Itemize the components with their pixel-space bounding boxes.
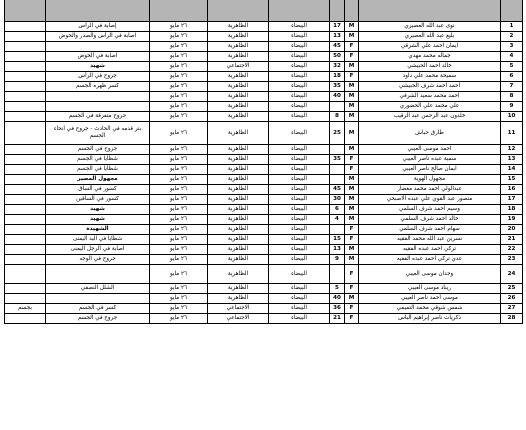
gender-cell: M bbox=[345, 205, 359, 215]
extra-note-cell bbox=[5, 235, 46, 245]
district-cell: الظاهرية bbox=[208, 102, 269, 112]
header-cell bbox=[5, 0, 46, 22]
table-row bbox=[5, 294, 523, 304]
district-cell: الظاهرية bbox=[208, 195, 269, 205]
district-cell: الظاهرية bbox=[208, 225, 269, 235]
status-cell: اصابة في الرأس والصدر والحوض bbox=[46, 32, 150, 42]
extra-note-cell bbox=[5, 122, 46, 145]
date-cell: ٢٦ مايو bbox=[150, 195, 208, 205]
gender-cell: F bbox=[345, 52, 359, 62]
date-cell: ٢٦ مايو bbox=[150, 265, 208, 284]
extra-note-cell bbox=[5, 72, 46, 82]
extra-note-cell: بجسم bbox=[5, 304, 46, 314]
row-number-cell: 20 bbox=[501, 225, 523, 235]
person-name-cell: خالد احمد شرف السلمي bbox=[359, 215, 501, 225]
gender-cell: F bbox=[345, 265, 359, 284]
person-name-cell: وجدان موسى العيبي bbox=[359, 265, 501, 284]
status-cell: شظايا في الجسم bbox=[46, 155, 150, 165]
row-number-cell: 1 bbox=[501, 22, 523, 32]
header-cell bbox=[359, 0, 501, 22]
district-cell: الظاهرية bbox=[208, 265, 269, 284]
date-cell: ٢٦ مايو bbox=[150, 245, 208, 255]
status-cell: كسر ظهره الجسم bbox=[46, 82, 150, 92]
governorate-cell: البيضاء bbox=[269, 155, 330, 165]
person-name-cell: شمس شوقي محمد التميمي bbox=[359, 304, 501, 314]
status-cell: الشهيدة bbox=[46, 225, 150, 235]
district-cell: الظاهرية bbox=[208, 72, 269, 82]
status-cell: الشلل النصفي bbox=[46, 284, 150, 294]
status-cell: جروح في الرأس bbox=[46, 72, 150, 82]
age-cell: 6 bbox=[330, 205, 345, 215]
header-cell bbox=[208, 0, 269, 22]
table-row bbox=[5, 314, 523, 324]
district-cell: الظاهرية bbox=[208, 122, 269, 145]
extra-note-cell bbox=[5, 82, 46, 92]
gender-cell: F bbox=[345, 165, 359, 175]
extra-note-cell bbox=[5, 205, 46, 215]
date-cell: ٢٦ مايو bbox=[150, 82, 208, 92]
person-name-cell: عبدالولي احمد محمد مغضار bbox=[359, 185, 501, 195]
table-row bbox=[5, 155, 523, 165]
extra-note-cell bbox=[5, 155, 46, 165]
age-cell: 36 bbox=[330, 304, 345, 314]
row-number-cell: 10 bbox=[501, 112, 523, 122]
person-name-cell: طارق حباش bbox=[359, 122, 501, 145]
row-number-cell: 8 bbox=[501, 92, 523, 102]
governorate-cell: البيضاء bbox=[269, 32, 330, 42]
date-cell: ٢٦ مايو bbox=[150, 175, 208, 185]
age-cell bbox=[330, 225, 345, 235]
district-cell: الظاهرية bbox=[208, 284, 269, 294]
person-name-cell: احمد موسى العيبي bbox=[359, 145, 501, 155]
person-name-cell: مجهول الهوية bbox=[359, 175, 501, 185]
gender-cell: F bbox=[345, 72, 359, 82]
governorate-cell: البيضاء bbox=[269, 112, 330, 122]
row-number-cell: 15 bbox=[501, 175, 523, 185]
governorate-cell: البيضاء bbox=[269, 284, 330, 294]
status-cell: كسر في الجسم bbox=[46, 304, 150, 314]
table-row bbox=[5, 235, 523, 245]
table-body bbox=[5, 22, 523, 324]
date-cell: ٢٦ مايو bbox=[150, 32, 208, 42]
header-cell bbox=[345, 0, 359, 22]
governorate-cell: البيضاء bbox=[269, 225, 330, 235]
header-cell bbox=[330, 0, 345, 22]
age-cell: 17 bbox=[330, 22, 345, 32]
district-cell: الظاهرية bbox=[208, 22, 269, 32]
gender-cell: M bbox=[345, 195, 359, 205]
row-number-cell: 27 bbox=[501, 304, 523, 314]
governorate-cell: البيضاء bbox=[269, 314, 330, 324]
person-name-cell: خالد احمد الحبيشي bbox=[359, 62, 501, 72]
gender-cell: M bbox=[345, 255, 359, 265]
extra-note-cell bbox=[5, 225, 46, 235]
governorate-cell: البيضاء bbox=[269, 72, 330, 82]
age-cell bbox=[330, 165, 345, 175]
governorate-cell: البيضاء bbox=[269, 122, 330, 145]
age-cell: 13 bbox=[330, 245, 345, 255]
governorate-cell: البيضاء bbox=[269, 215, 330, 225]
row-number-cell: 13 bbox=[501, 155, 523, 165]
person-name-cell: تركي احمد عبده الفقيه bbox=[359, 245, 501, 255]
status-cell: بتر قدمه في الحادث - جروح في انحاء الجسم bbox=[46, 122, 150, 145]
status-cell: شظايا في الجسم bbox=[46, 165, 150, 175]
row-number-cell: 17 bbox=[501, 195, 523, 205]
gender-cell: M bbox=[345, 32, 359, 42]
date-cell: ٢٦ مايو bbox=[150, 215, 208, 225]
gender-cell: M bbox=[345, 245, 359, 255]
status-cell bbox=[46, 42, 150, 52]
district-cell: الظاهرية bbox=[208, 175, 269, 185]
governorate-cell: البيضاء bbox=[269, 235, 330, 245]
table-row bbox=[5, 304, 523, 314]
row-number-cell: 19 bbox=[501, 215, 523, 225]
table-row bbox=[5, 215, 523, 225]
row-number-cell: 23 bbox=[501, 255, 523, 265]
person-name-cell: بليغ عبد الله العصيري bbox=[359, 32, 501, 42]
date-cell: ٢٦ مايو bbox=[150, 62, 208, 72]
gender-cell: F bbox=[345, 304, 359, 314]
extra-note-cell bbox=[5, 22, 46, 32]
row-number-cell: 16 bbox=[501, 185, 523, 195]
date-cell: ٢٦ مايو bbox=[150, 255, 208, 265]
header-row bbox=[5, 0, 523, 22]
age-cell: 45 bbox=[330, 185, 345, 195]
row-number-cell: 12 bbox=[501, 145, 523, 155]
table-row bbox=[5, 112, 523, 122]
status-cell: جروح في الجسم bbox=[46, 145, 150, 155]
gender-cell: M bbox=[345, 185, 359, 195]
governorate-cell: البيضاء bbox=[269, 62, 330, 72]
gender-cell: M bbox=[345, 82, 359, 92]
governorate-cell: البيضاء bbox=[269, 145, 330, 155]
status-cell: جروح في الوجه bbox=[46, 255, 150, 265]
header-cell bbox=[269, 0, 330, 22]
date-cell: ٢٦ مايو bbox=[150, 145, 208, 155]
gender-cell: M bbox=[345, 175, 359, 185]
date-cell: ٢٦ مايو bbox=[150, 112, 208, 122]
extra-note-cell bbox=[5, 294, 46, 304]
row-number-cell: 2 bbox=[501, 32, 523, 42]
district-cell: الظاهرية bbox=[208, 92, 269, 102]
gender-cell: M bbox=[345, 92, 359, 102]
row-number-cell: 4 bbox=[501, 52, 523, 62]
age-cell: 25 bbox=[330, 122, 345, 145]
date-cell: ٢٦ مايو bbox=[150, 42, 208, 52]
gender-cell: M bbox=[345, 122, 359, 145]
age-cell: 40 bbox=[330, 92, 345, 102]
district-cell: الظاهرية bbox=[208, 235, 269, 245]
status-cell: اصابة في الرجل اليمنى bbox=[46, 245, 150, 255]
district-cell: الاجتماعي bbox=[208, 62, 269, 72]
table-row bbox=[5, 122, 523, 145]
date-cell: ٢٦ مايو bbox=[150, 122, 208, 145]
status-cell: شهيد bbox=[46, 215, 150, 225]
table-row bbox=[5, 185, 523, 195]
table-row bbox=[5, 225, 523, 235]
person-name-cell: ايمان صالح ناصر العيبي bbox=[359, 165, 501, 175]
person-name-cell: ريناد موسى العيبي bbox=[359, 284, 501, 294]
extra-note-cell bbox=[5, 255, 46, 265]
header-cell bbox=[46, 0, 150, 22]
district-cell: الظاهرية bbox=[208, 185, 269, 195]
governorate-cell: البيضاء bbox=[269, 92, 330, 102]
district-cell: الظاهرية bbox=[208, 112, 269, 122]
table-row bbox=[5, 284, 523, 294]
governorate-cell: البيضاء bbox=[269, 185, 330, 195]
table-row bbox=[5, 165, 523, 175]
row-number-cell: 28 bbox=[501, 314, 523, 324]
date-cell: ٢٦ مايو bbox=[150, 314, 208, 324]
person-name-cell: خلدون عبد الرحمن عبد الرقيب bbox=[359, 112, 501, 122]
governorate-cell: البيضاء bbox=[269, 294, 330, 304]
governorate-cell: البيضاء bbox=[269, 175, 330, 185]
district-cell: الاجتماعي bbox=[208, 314, 269, 324]
date-cell: ٢٦ مايو bbox=[150, 165, 208, 175]
age-cell: 21 bbox=[330, 314, 345, 324]
date-cell: ٢٦ مايو bbox=[150, 185, 208, 195]
age-cell bbox=[330, 145, 345, 155]
extra-note-cell bbox=[5, 32, 46, 42]
extra-note-cell bbox=[5, 112, 46, 122]
district-cell: الظاهرية bbox=[208, 255, 269, 265]
extra-note-cell bbox=[5, 145, 46, 155]
district-cell: الظاهرية bbox=[208, 294, 269, 304]
age-cell bbox=[330, 102, 345, 112]
date-cell: ٢٦ مايو bbox=[150, 92, 208, 102]
person-name-cell: احمد احمد شرف الحبيشي bbox=[359, 82, 501, 92]
gender-cell: M bbox=[345, 294, 359, 304]
age-cell: 4 bbox=[330, 215, 345, 225]
person-name-cell: علي محمد علي الحضوري bbox=[359, 102, 501, 112]
date-cell: ٢٦ مايو bbox=[150, 52, 208, 62]
row-number-cell: 24 bbox=[501, 265, 523, 284]
age-cell bbox=[330, 265, 345, 284]
header-cell bbox=[501, 0, 523, 22]
extra-note-cell bbox=[5, 165, 46, 175]
row-number-cell: 14 bbox=[501, 165, 523, 175]
district-cell: الظاهرية bbox=[208, 145, 269, 155]
age-cell: 8 bbox=[330, 112, 345, 122]
extra-note-cell bbox=[5, 102, 46, 112]
gender-cell: M bbox=[345, 112, 359, 122]
date-cell: ٢٦ مايو bbox=[150, 304, 208, 314]
header-cell bbox=[150, 0, 208, 22]
age-cell: 50 bbox=[330, 52, 345, 62]
age-cell: 13 bbox=[330, 32, 345, 42]
age-cell: 40 bbox=[330, 294, 345, 304]
row-number-cell: 22 bbox=[501, 245, 523, 255]
age-cell: 35 bbox=[330, 155, 345, 165]
casualty-table bbox=[4, 0, 523, 324]
status-cell: اصابة في الحوض bbox=[46, 52, 150, 62]
row-number-cell: 5 bbox=[501, 62, 523, 72]
governorate-cell: البيضاء bbox=[269, 205, 330, 215]
table-row bbox=[5, 195, 523, 205]
governorate-cell: البيضاء bbox=[269, 52, 330, 62]
row-number-cell: 26 bbox=[501, 294, 523, 304]
extra-note-cell bbox=[5, 185, 46, 195]
date-cell: ٢٦ مايو bbox=[150, 155, 208, 165]
table-row bbox=[5, 52, 523, 62]
table-row bbox=[5, 92, 523, 102]
person-name-cell: نوى عبد الله العصيري bbox=[359, 22, 501, 32]
governorate-cell: البيضاء bbox=[269, 22, 330, 32]
status-cell bbox=[46, 102, 150, 112]
status-cell: مجهول المصير bbox=[46, 175, 150, 185]
extra-note-cell bbox=[5, 265, 46, 284]
person-name-cell: احمد محمد سعيد الشرقي bbox=[359, 92, 501, 102]
row-number-cell: 7 bbox=[501, 82, 523, 92]
date-cell: ٢٦ مايو bbox=[150, 22, 208, 32]
table-row bbox=[5, 205, 523, 215]
person-name-cell: عدي تركي احمد عبده الفقيه bbox=[359, 255, 501, 265]
governorate-cell: البيضاء bbox=[269, 102, 330, 112]
extra-note-cell bbox=[5, 245, 46, 255]
gender-cell: M bbox=[345, 102, 359, 112]
status-cell: جروح في الجسم bbox=[46, 314, 150, 324]
extra-note-cell bbox=[5, 175, 46, 185]
gender-cell: M bbox=[345, 62, 359, 72]
gender-cell: M bbox=[345, 22, 359, 32]
governorate-cell: البيضاء bbox=[269, 42, 330, 52]
district-cell: الاجتماعي bbox=[208, 304, 269, 314]
age-cell: 5 bbox=[330, 284, 345, 294]
governorate-cell: البيضاء bbox=[269, 304, 330, 314]
age-cell: 18 bbox=[330, 72, 345, 82]
district-cell: الظاهرية bbox=[208, 215, 269, 225]
table-row bbox=[5, 265, 523, 284]
governorate-cell: البيضاء bbox=[269, 82, 330, 92]
table-row bbox=[5, 255, 523, 265]
table-row bbox=[5, 175, 523, 185]
gender-cell: F bbox=[345, 235, 359, 245]
row-number-cell: 18 bbox=[501, 205, 523, 215]
status-cell: شهيد bbox=[46, 62, 150, 72]
age-cell: 32 bbox=[330, 62, 345, 72]
governorate-cell: البيضاء bbox=[269, 265, 330, 284]
date-cell: ٢٦ مايو bbox=[150, 235, 208, 245]
gender-cell: F bbox=[345, 225, 359, 235]
table-row bbox=[5, 22, 523, 32]
age-cell: 9 bbox=[330, 255, 345, 265]
table-row bbox=[5, 102, 523, 112]
age-cell: 45 bbox=[330, 42, 345, 52]
person-name-cell: سهام احمد شرف السلمي bbox=[359, 225, 501, 235]
row-number-cell: 6 bbox=[501, 72, 523, 82]
district-cell: الظاهرية bbox=[208, 165, 269, 175]
person-name-cell: ايمان احمد علي الشرقي bbox=[359, 42, 501, 52]
governorate-cell: البيضاء bbox=[269, 245, 330, 255]
extra-note-cell bbox=[5, 284, 46, 294]
row-number-cell: 3 bbox=[501, 42, 523, 52]
age-cell bbox=[330, 175, 345, 185]
governorate-cell: البيضاء bbox=[269, 195, 330, 205]
person-name-cell: وسيم احمد شرف السلمي bbox=[359, 205, 501, 215]
status-cell bbox=[46, 92, 150, 102]
status-cell: جروح متفرقة في الجسم bbox=[46, 112, 150, 122]
table-row bbox=[5, 72, 523, 82]
district-cell: الظاهرية bbox=[208, 205, 269, 215]
district-cell: الظاهرية bbox=[208, 155, 269, 165]
person-name-cell: سميحة محمد علي داود bbox=[359, 72, 501, 82]
status-cell: شظايا في اليد اليمنى bbox=[46, 235, 150, 245]
row-number-cell: 25 bbox=[501, 284, 523, 294]
person-name-cell: منصور عبد القوي علي عبده الاصبحي bbox=[359, 195, 501, 205]
extra-note-cell bbox=[5, 314, 46, 324]
age-cell: 30 bbox=[330, 195, 345, 205]
gender-cell: M bbox=[345, 215, 359, 225]
district-cell: الظاهرية bbox=[208, 42, 269, 52]
gender-cell: M bbox=[345, 145, 359, 155]
table-row bbox=[5, 82, 523, 92]
district-cell: الظاهرية bbox=[208, 32, 269, 42]
person-name-cell: ذكريات ناصر إبراهيم الباس bbox=[359, 314, 501, 324]
extra-note-cell bbox=[5, 195, 46, 205]
person-name-cell: سمية عبده ناصر العيبي bbox=[359, 155, 501, 165]
date-cell: ٢٦ مايو bbox=[150, 294, 208, 304]
extra-note-cell bbox=[5, 62, 46, 72]
date-cell: ٢٦ مايو bbox=[150, 102, 208, 112]
row-number-cell: 11 bbox=[501, 122, 523, 145]
row-number-cell: 9 bbox=[501, 102, 523, 112]
table-row bbox=[5, 32, 523, 42]
district-cell: الظاهرية bbox=[208, 245, 269, 255]
date-cell: ٢٦ مايو bbox=[150, 72, 208, 82]
extra-note-cell bbox=[5, 92, 46, 102]
person-name-cell: جماله محمد مهدي bbox=[359, 52, 501, 62]
extra-note-cell bbox=[5, 215, 46, 225]
person-name-cell: موسى احمد ناصر العيبي bbox=[359, 294, 501, 304]
age-cell: 15 bbox=[330, 235, 345, 245]
status-cell: كسور في الساق bbox=[46, 185, 150, 195]
status-cell bbox=[46, 265, 150, 284]
person-name-cell: نسرين عبد الله محمد الفقيه bbox=[359, 235, 501, 245]
date-cell: ٢٦ مايو bbox=[150, 284, 208, 294]
date-cell: ٢٦ مايو bbox=[150, 225, 208, 235]
date-cell: ٢٦ مايو bbox=[150, 205, 208, 215]
table-row bbox=[5, 42, 523, 52]
gender-cell: F bbox=[345, 42, 359, 52]
gender-cell: F bbox=[345, 314, 359, 324]
age-cell: 35 bbox=[330, 82, 345, 92]
table-row bbox=[5, 145, 523, 155]
governorate-cell: البيضاء bbox=[269, 255, 330, 265]
governorate-cell: البيضاء bbox=[269, 165, 330, 175]
extra-note-cell bbox=[5, 52, 46, 62]
district-cell: الظاهرية bbox=[208, 52, 269, 62]
gender-cell: F bbox=[345, 284, 359, 294]
status-cell: كسور في الساقين bbox=[46, 195, 150, 205]
table-row bbox=[5, 62, 523, 72]
status-cell: إصابة في الرأس bbox=[46, 22, 150, 32]
gender-cell: F bbox=[345, 155, 359, 165]
district-cell: الظاهرية bbox=[208, 82, 269, 92]
status-cell: شهيد bbox=[46, 205, 150, 215]
table-row bbox=[5, 245, 523, 255]
extra-note-cell bbox=[5, 42, 46, 52]
row-number-cell: 21 bbox=[501, 235, 523, 245]
status-cell bbox=[46, 294, 150, 304]
